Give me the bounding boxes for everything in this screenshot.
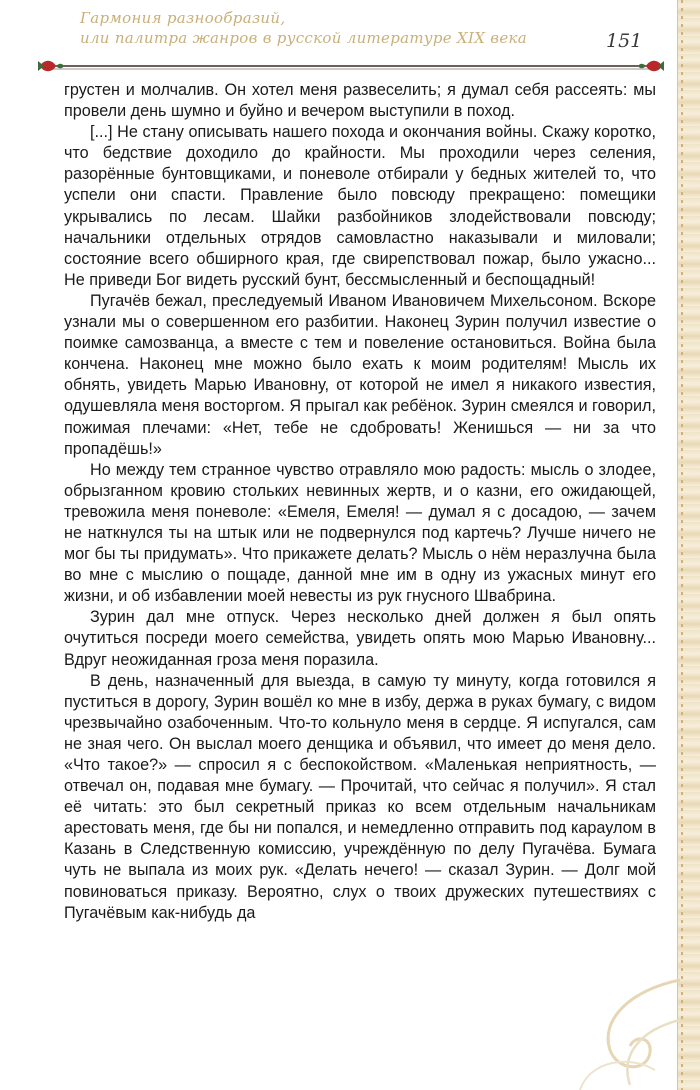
tulip-ornament-icon <box>638 61 664 72</box>
decorative-side-border <box>677 0 700 1090</box>
paragraph-3: Пугачёв бежал, преследуемый Иваном Ивановичем Михельсоном. Вскоре узнали мы о совершенном его разбитии. Наконец Зурин получил известие о поимке самозванца, а вместе с тем и повеление остановиться. Война была кончена. Наконец мне можно было ехать к моим родителям! Мысль их обнять, увидеть Марью Ивановну, от которой не имел я никакого известия, одушевляла меня восторгом. Я прыгал как ребёнок. Зурин смеялся и говорил, пожимая плечами: «Нет, тебе не сдобровать! Женишься — ни за что пропадёшь!» <box>64 291 657 458</box>
paragraph-4: Но между тем странное чувство отравляло мою радость: мысль о злодее, обрызганном кровию стольких невинных жертв, и о казни, его ожидающей, тревожила меня поневоле: «Емеля, Емеля! — думал я с досадою, — зачем не наткнулся ты на штык или не подвернулся под картечь? Лучше ничего не мог бы ты придумать». Что прикажете делать? Мысль о нём неразлучна была во мне с мыслию о пощаде, данной мне им в одну из ужасных минут его жизни, и об избавлении моей невесты из рук гнусного Швабрина. <box>64 460 656 606</box>
running-head-line-1: Гармония разнообразий, <box>80 9 286 27</box>
paragraph-1: грустен и молчалив. Он хотел меня развеселить; я думал себя рассеять: мы провели день шумно и буйно и вечером выступили в поход. <box>64 81 656 121</box>
paragraph-6: В день, назначенный для выезда, в самую ту минуту, когда готовился я пуститься в дорогу, Зурин вошёл ко мне в избу, держа в руках бумагу, с видом чрезвычайно озабоченным. Что-то кольнуло меня в сердце. Я испугался, сам не зная чего. Он выслал моего денщика и объявил, что имеет до меня дело. «Что такое?» — спросил я с беспокойством. «Маленькая неприятность, — отвечал он, подавая мне бумагу. — Прочитай, что сейчас я получил». Я стал её читать: это был секретный приказ ко всем отдельным начальникам арестовать меня, где бы ни попался, и немедленно отправить под караулом в Казань в Следственную комиссию, учреждённую по делу Пугачёва. Бумага чуть не выпала из моих рук. «Делать нечего! — сказал Зурин. — Долг мой повиноваться приказу. Вероятно, слух о твоих дружеских путешествиях с Пугачёвым как-нибудь да <box>64 671 656 922</box>
main-text <box>64 80 656 924</box>
paragraph-5: Зурин дал мне отпуск. Через несколько дней должен я был опять очутиться посреди моего семейства, увидеть опять мою Марью Ивановну... Вдруг неожиданная гроза меня поразила. <box>64 608 656 669</box>
page-number: 151 <box>606 30 643 52</box>
tulip-ornament-icon <box>38 61 64 72</box>
running-header <box>0 0 700 80</box>
paragraph-2: [...] Не стану описывать нашего похода и окончания войны. Скажу коротко, что бедствие доходило до крайности. Мы проходили через селения, разорённые бунтовщиками, и поневоле отбирали у бедных жителей то, что успели они спасти. Правление было повсюду прекращено: помещики укрывались по лесам. Шайки разбойников злодействовали повсюду; начальники отдельных отрядов самовластно наказывали и миловали; состояние всего обширного края, где свирепствовал пожар, было ужасно... Не приведи Бог видеть русский бунт, бессмысленный и беспощадный! <box>64 123 656 289</box>
swirl-ornament-icon <box>480 960 680 1090</box>
running-head-title <box>80 8 600 48</box>
running-head-line-2: или палитра жанров в русской литературе XIX века <box>80 29 528 47</box>
header-rule <box>0 54 700 78</box>
